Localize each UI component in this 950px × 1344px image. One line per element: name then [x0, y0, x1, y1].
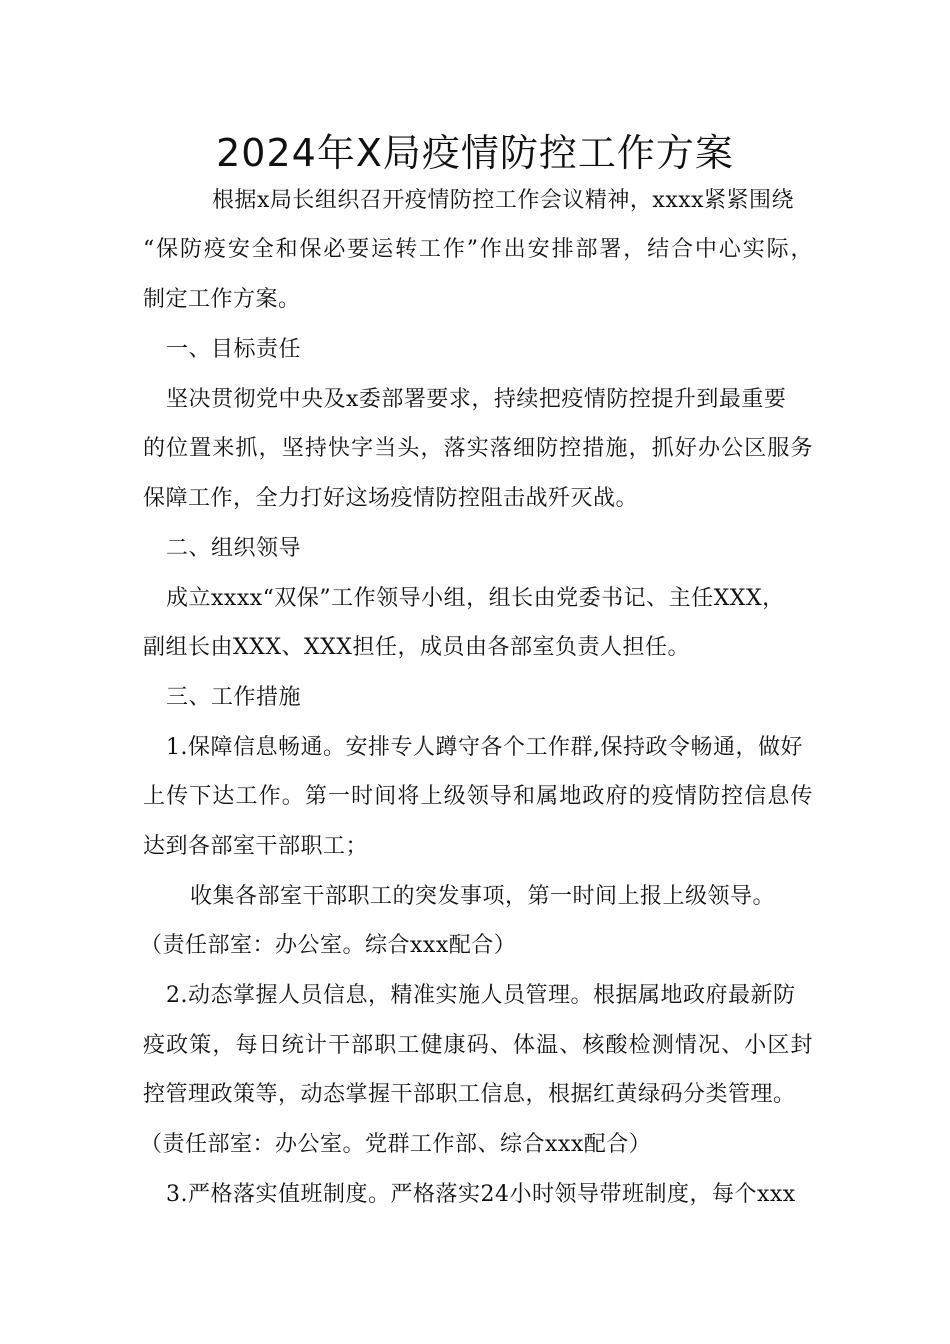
paragraph-line: 达到各部室干部职工；	[143, 834, 369, 859]
paragraph-line: 坚决贯彻党中央及x委部署要求，持续把疫情防控提升到最重要	[166, 387, 787, 412]
paragraph-line: 3.严格落实值班制度。严格落实24小时领导带班制度，每个xxx	[166, 1182, 796, 1207]
paragraph-line: 控管理政策等，动态掌握干部职工信息，根据红黄绿码分类管理。	[143, 1082, 796, 1107]
paragraph-line: 上传下达工作。第一时间将上级领导和属地政府的疫情防控信息传	[143, 784, 813, 809]
paragraph-line: 副组长由XXX、XXX担任，成员由各部室负责人担任。	[143, 635, 690, 660]
paragraph-line: 成立xxxx“双保”工作领导小组，组长由党委书记、主任XXX，	[166, 586, 785, 611]
paragraph-line: （责任部室：办公室。党群工作部、综合xxx配合）	[140, 1132, 652, 1157]
paragraph-line: （责任部室：办公室。综合xxx配合）	[140, 933, 517, 958]
paragraph-line: 保障工作，全力打好这场疫情防控阻击战歼灭战。	[143, 486, 639, 511]
paragraph-line: 根据x局长组织召开疫情防控工作会议精神，xxxx紧紧围绕	[212, 188, 795, 213]
paragraph-line: 收集各部室干部职工的突发事项，第一时间上报上级领导。	[190, 884, 776, 909]
paragraph-line: “保防疫安全和保必要运转工作”作出安排部署，结合中心实际，	[143, 237, 813, 262]
section-heading: 二、组织领导	[166, 536, 302, 561]
paragraph-line: 2.动态掌握人员信息，精准实施人员管理。根据属地政府最新防	[166, 983, 796, 1008]
section-heading: 一、目标责任	[166, 337, 302, 362]
paragraph-line: 制定工作方案。	[143, 287, 301, 312]
document-title: 2024年X局疫情防控工作方案	[216, 131, 734, 175]
section-heading: 三、工作措施	[166, 685, 302, 710]
paragraph-line: 的位置来抓，坚持快字当头，落实落细防控措施，抓好办公区服务	[143, 436, 813, 461]
paragraph-line: 1.保障信息畅通。安排专人蹲守各个工作群,保持政令畅通，做好	[166, 735, 803, 760]
paragraph-line: 疫政策，每日统计干部职工健康码、体温、核酸检测情况、小区封	[143, 1033, 813, 1058]
